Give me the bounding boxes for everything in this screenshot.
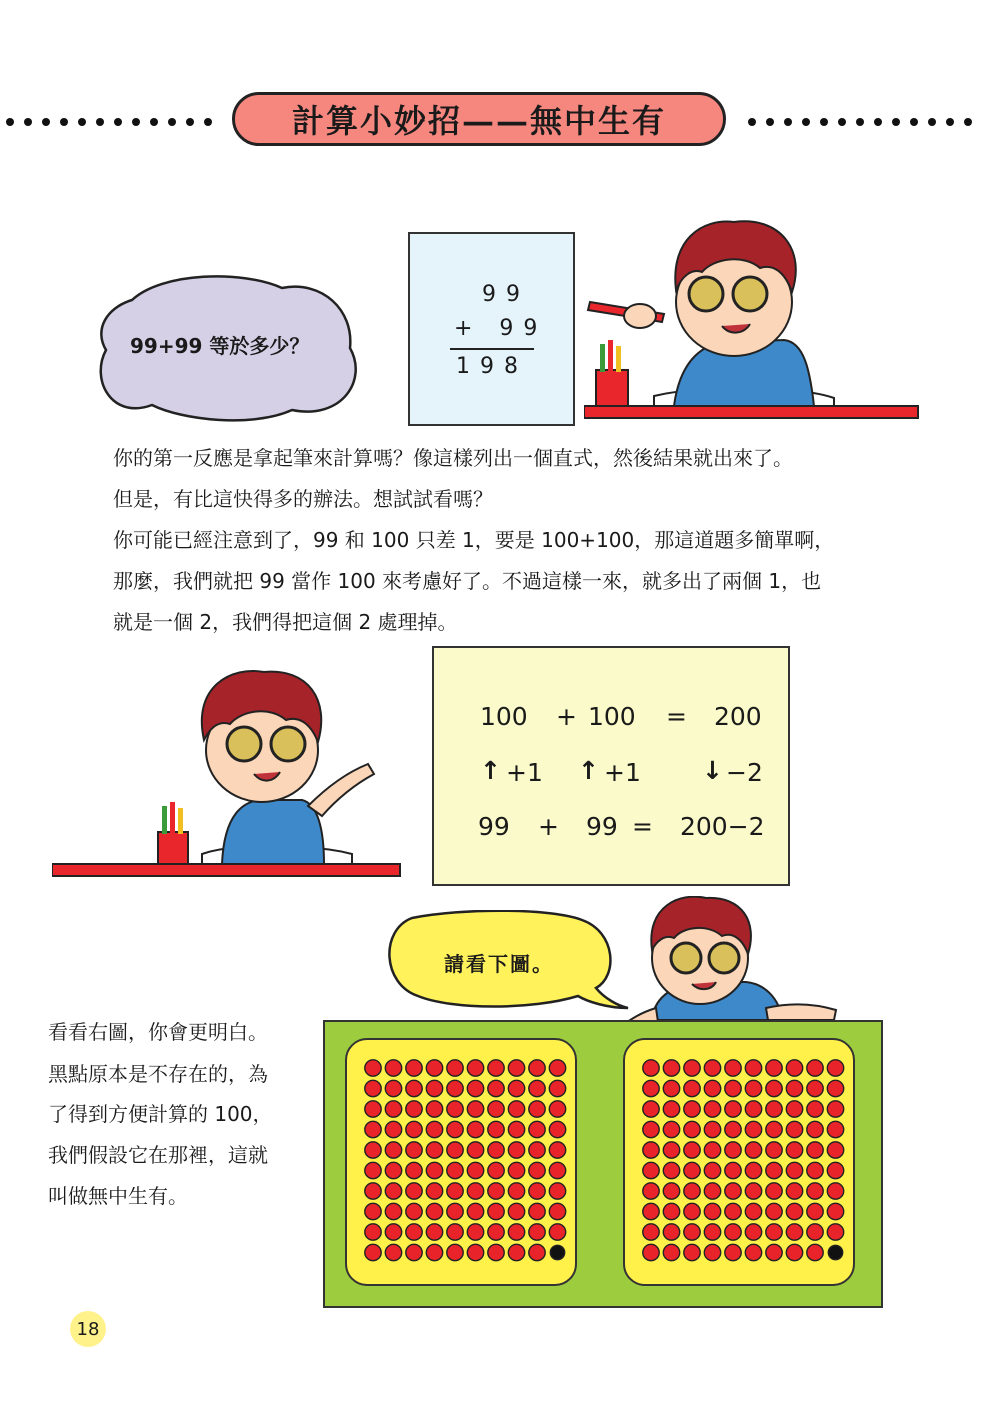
red-dot [529,1162,545,1178]
red-dot [365,1244,381,1260]
red-dot [745,1203,761,1219]
red-dot [704,1224,720,1240]
header-dot [910,118,918,126]
header-dots-right [748,118,972,128]
red-dot [786,1183,802,1199]
intro-line-1: 你的第一反應是拿起筆來計算嗎？像這樣列出一個直式，然後結果就出來了。 [113,446,793,470]
red-dot [684,1244,700,1260]
red-dot [704,1183,720,1199]
header-dot [928,118,936,126]
red-dot [827,1080,843,1096]
red-dot [786,1203,802,1219]
red-dot [786,1121,802,1137]
row3-result: 200−2 [680,812,765,841]
row1-a: 100 [480,702,528,731]
red-dot [704,1162,720,1178]
header-dot [204,118,212,126]
red-dot [684,1203,700,1219]
red-dot [488,1142,504,1158]
header-dot [6,118,14,126]
red-dot [827,1183,843,1199]
red-dot [467,1101,483,1117]
red-dot [643,1142,659,1158]
header-dot [784,118,792,126]
red-dot [508,1101,524,1117]
row2-result: −2 [726,758,763,787]
red-dot [766,1224,782,1240]
red-dot [529,1244,545,1260]
row1-b: 100 [588,702,636,731]
red-dot [766,1060,782,1076]
red-dot [406,1224,422,1240]
red-dot [385,1224,401,1240]
red-dot [643,1080,659,1096]
red-dot [529,1080,545,1096]
red-dot [745,1162,761,1178]
red-dot [508,1244,524,1260]
boy-with-pencil-illustration [584,210,920,422]
header-dot [874,118,882,126]
black-dot [828,1245,842,1259]
red-dot [365,1224,381,1240]
red-dot [406,1121,422,1137]
red-dot [663,1080,679,1096]
red-dot [426,1224,442,1240]
red-dot [663,1203,679,1219]
sum-result: 198 [456,354,528,379]
red-dot [745,1142,761,1158]
red-dot [406,1162,422,1178]
red-dot [663,1101,679,1117]
red-dot [447,1203,463,1219]
red-dot [807,1203,823,1219]
red-dot [725,1080,741,1096]
side-line-1: 看看右圖，你會更明白。 [48,1020,268,1044]
red-dot [807,1121,823,1137]
red-dot [508,1203,524,1219]
red-dot [508,1224,524,1240]
red-dot [406,1183,422,1199]
red-dot [426,1101,442,1117]
red-dot [745,1121,761,1137]
intro-line-5: 就是一個 2，我們得把這個 2 處理掉。 [113,610,458,634]
red-dot [447,1162,463,1178]
row1-eq: = [666,702,687,731]
header-dot [946,118,954,126]
red-dot [725,1142,741,1158]
header-dot [96,118,104,126]
dot-board [323,1020,883,1308]
red-dot [488,1224,504,1240]
red-dot [786,1162,802,1178]
red-dot [807,1162,823,1178]
addend-2: + 99 [454,316,548,341]
red-dot [467,1121,483,1137]
red-dot [529,1224,545,1240]
header-dots-left [6,118,212,128]
red-dot [745,1183,761,1199]
red-dot [508,1060,524,1076]
intro-line-2: 但是，有比這快得多的辦法。想試試看嗎？ [113,487,493,511]
red-dot [488,1244,504,1260]
row2-b: +1 [604,758,641,787]
red-dot [447,1121,463,1137]
red-dot [766,1101,782,1117]
red-dot [406,1244,422,1260]
red-dot [467,1080,483,1096]
speech-bubble-text: 請看下圖。 [444,952,554,976]
red-dot [704,1142,720,1158]
red-dot [725,1224,741,1240]
red-dot [663,1162,679,1178]
red-dot [467,1244,483,1260]
red-dot [786,1101,802,1117]
red-dot [827,1101,843,1117]
red-dot [786,1224,802,1240]
red-dot [766,1162,782,1178]
red-dot [807,1142,823,1158]
red-dot [385,1203,401,1219]
equation-card [432,646,790,886]
red-dot [643,1121,659,1137]
red-dot [406,1203,422,1219]
red-dot [807,1224,823,1240]
sum-line [450,348,534,350]
red-dot [745,1060,761,1076]
up-arrow-icon: ↑ [480,756,501,785]
red-dot [385,1080,401,1096]
red-dot [488,1162,504,1178]
boy-at-desk-illustration [52,666,402,880]
row1-result: 200 [714,702,762,731]
side-line-4: 我們假設它在那裡，這就 [48,1143,268,1167]
red-dot [426,1203,442,1219]
red-dot [447,1142,463,1158]
row3-b: 99 [586,812,618,841]
red-dot [643,1101,659,1117]
red-dot [663,1060,679,1076]
red-dot [385,1183,401,1199]
vertical-addition-card [408,232,575,426]
red-dot [766,1142,782,1158]
red-dot [684,1080,700,1096]
red-dot [549,1224,565,1240]
red-dot [549,1121,565,1137]
red-dot [447,1080,463,1096]
red-dot [385,1162,401,1178]
title-banner [232,92,726,146]
dot-grid-left [345,1038,577,1286]
red-dot [807,1244,823,1260]
red-dot [827,1121,843,1137]
red-dot [406,1142,422,1158]
header-dot [150,118,158,126]
red-dot [549,1162,565,1178]
red-dot [529,1183,545,1199]
red-dot [365,1162,381,1178]
row2-a: +1 [506,758,543,787]
addend-1: 99 [482,282,530,307]
red-dot [663,1224,679,1240]
side-line-5: 叫做無中生有。 [48,1184,188,1208]
side-line-3: 了得到方便計算的 100， [48,1102,273,1126]
red-dot [426,1244,442,1260]
dot-grid-right [623,1038,855,1286]
header-dot [132,118,140,126]
red-dot [549,1101,565,1117]
red-dot [385,1060,401,1076]
red-dot [684,1121,700,1137]
row3-op: + [538,812,559,841]
black-dot [550,1245,564,1259]
red-dot [745,1080,761,1096]
red-dot [766,1080,782,1096]
red-dot [426,1121,442,1137]
red-dot [745,1224,761,1240]
red-dot [488,1121,504,1137]
red-dot [807,1080,823,1096]
header-dot [168,118,176,126]
red-dot [827,1203,843,1219]
row3-eq: = [632,812,653,841]
red-dot [643,1203,659,1219]
red-dot [704,1244,720,1260]
red-dot [786,1244,802,1260]
red-dot [508,1121,524,1137]
red-dot [406,1080,422,1096]
page-number: 18 [70,1311,106,1347]
red-dot [467,1203,483,1219]
red-dot [406,1101,422,1117]
red-dot [643,1060,659,1076]
red-dot [488,1183,504,1199]
red-dot [704,1203,720,1219]
up-arrow-icon: ↑ [578,756,599,785]
red-dot [745,1101,761,1117]
red-dot [786,1060,802,1076]
red-dot [365,1080,381,1096]
red-dot [385,1121,401,1137]
red-dot [549,1203,565,1219]
red-dot [406,1060,422,1076]
red-dot [663,1142,679,1158]
header-dot [766,118,774,126]
red-dot [529,1142,545,1158]
red-dot [684,1224,700,1240]
red-dot [827,1162,843,1178]
row3-a: 99 [478,812,510,841]
red-dot [745,1244,761,1260]
red-dot [549,1183,565,1199]
red-dot [766,1244,782,1260]
red-dot [508,1162,524,1178]
page-title: 計算小妙招——無中生有 [291,102,666,140]
red-dot [549,1080,565,1096]
red-dot [725,1183,741,1199]
red-dot [643,1162,659,1178]
red-dot [766,1121,782,1137]
red-dot [766,1203,782,1219]
red-dot [467,1224,483,1240]
header-dot [186,118,194,126]
red-dot [426,1183,442,1199]
red-dot [643,1244,659,1260]
red-dot [725,1101,741,1117]
red-dot [766,1183,782,1199]
header-dot [820,118,828,126]
red-dot [447,1224,463,1240]
header-dot [114,118,122,126]
header-dot [802,118,810,126]
red-dot [704,1101,720,1117]
red-dot [447,1244,463,1260]
red-dot [684,1142,700,1158]
header-dot [856,118,864,126]
red-dot [529,1121,545,1137]
header-dot [748,118,756,126]
red-dot [529,1101,545,1117]
red-dot [426,1060,442,1076]
red-dot [529,1203,545,1219]
cloud-question: 99+99 等於多少？ [130,334,310,358]
red-dot [684,1162,700,1178]
red-dot [447,1060,463,1076]
red-dot [827,1224,843,1240]
header-dot [892,118,900,126]
red-dot [827,1142,843,1158]
red-dot [365,1121,381,1137]
red-dot [365,1060,381,1076]
red-dot [786,1080,802,1096]
red-dot [704,1060,720,1076]
red-dot [365,1183,381,1199]
red-dot [488,1060,504,1076]
red-dot [426,1080,442,1096]
header-dot [42,118,50,126]
red-dot [643,1224,659,1240]
red-dot [684,1101,700,1117]
red-dot [447,1101,463,1117]
side-line-2: 黑點原本是不存在的，為 [48,1062,268,1086]
red-dot [529,1060,545,1076]
red-dot [488,1101,504,1117]
header-dot [964,118,972,126]
red-dot [365,1203,381,1219]
red-dot [426,1142,442,1158]
red-dot [467,1162,483,1178]
red-dot [807,1101,823,1117]
red-dot [467,1183,483,1199]
red-dot [684,1183,700,1199]
red-dot [643,1183,659,1199]
red-dot [508,1080,524,1096]
header-dot [24,118,32,126]
red-dot [508,1142,524,1158]
red-dot [725,1203,741,1219]
red-dot [704,1121,720,1137]
red-dot [663,1244,679,1260]
red-dot [725,1121,741,1137]
red-dot [385,1101,401,1117]
red-dot [488,1203,504,1219]
intro-line-3: 你可能已經注意到了，99 和 100 只差 1，要是 100+100，那這道題多簡單啊， [113,528,835,552]
red-dot [725,1244,741,1260]
red-dot [684,1060,700,1076]
red-dot [447,1183,463,1199]
intro-line-4: 那麼，我們就把 99 當作 100 來考慮好了。不過這樣一來，就多出了兩個 1，也 [113,569,822,593]
row1-op: + [556,702,577,731]
red-dot [807,1183,823,1199]
red-dot [786,1142,802,1158]
red-dot [663,1121,679,1137]
red-dot [725,1162,741,1178]
red-dot [365,1101,381,1117]
header-dot [838,118,846,126]
red-dot [365,1142,381,1158]
header-dot [60,118,68,126]
red-dot [488,1080,504,1096]
red-dot [385,1244,401,1260]
down-arrow-icon: ↓ [702,756,723,785]
red-dot [549,1060,565,1076]
red-dot [426,1162,442,1178]
red-dot [807,1060,823,1076]
red-dot [508,1183,524,1199]
red-dot [467,1142,483,1158]
red-dot [704,1080,720,1096]
red-dot [385,1142,401,1158]
header-dot [78,118,86,126]
red-dot [663,1183,679,1199]
red-dot [827,1060,843,1076]
red-dot [725,1060,741,1076]
red-dot [467,1060,483,1076]
red-dot [549,1142,565,1158]
